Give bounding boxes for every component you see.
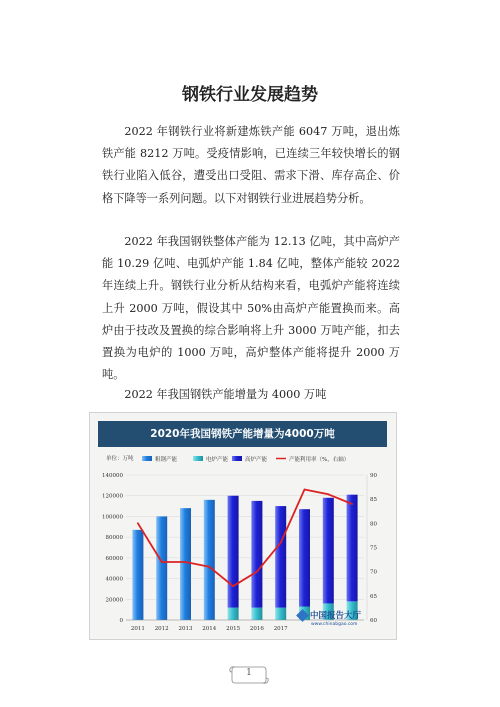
point-utilization-rate <box>232 585 234 587</box>
bar-blast-furnace <box>347 495 358 602</box>
legend-label: 电炉产能 <box>206 457 229 463</box>
x-tick-label: 2016 <box>249 626 264 632</box>
watermark-url: www.chinabgao.com <box>311 622 358 627</box>
bar-electric-furnace <box>228 608 239 620</box>
bar-blast-furnace <box>323 498 334 604</box>
x-tick-label: 2015 <box>226 626 241 632</box>
y-left-tick-label: 0 <box>119 618 123 624</box>
x-tick-label: 2014 <box>202 626 217 632</box>
bar-electric-furnace <box>251 608 262 620</box>
bar-electric-furnace <box>275 608 286 620</box>
paragraph-capacity-structure: 2022 年我国钢铁整体产能为 12.13 亿吨，其中高炉产能 10.29 亿吨、电弧炉产能 1.84 亿吨，整体产能较 2022 年连续上升。钢铁行业分析从结构来看，电弧炉产能将连续上升 2000 万吨，假设其中 50%由高炉产能置换而来。高炉由于技改及置换的综合影响将上升 3000 万吨产能，扣去置换为电炉的 1000 万吨，高炉整体产能将提升 2000 万吨。 <box>102 235 400 382</box>
legend-label: 高炉产能 <box>245 457 268 463</box>
y-right-tick-label: 85 <box>370 497 377 504</box>
y-left-tick-label: 60000 <box>105 555 123 562</box>
point-utilization-rate <box>208 566 210 568</box>
point-utilization-rate <box>185 561 187 563</box>
x-tick-label: 2017 <box>273 626 288 632</box>
point-utilization-rate <box>280 542 282 544</box>
y-right-tick-label: 80 <box>370 521 377 528</box>
y-right-tick-label: 65 <box>370 593 377 600</box>
bar-blast-furnace <box>275 506 286 608</box>
point-utilization-rate <box>351 503 353 505</box>
bar-crude-capacity <box>204 500 215 620</box>
line-utilization-rate <box>138 490 352 587</box>
page-number: 1 <box>246 668 252 678</box>
y-left-tick-label: 80000 <box>105 535 123 542</box>
y-right-tick-label: 90 <box>370 473 377 479</box>
y-left-tick-label: 20000 <box>105 597 123 604</box>
page-title: 钢铁行业发展趋势 <box>182 85 318 105</box>
unit-label: 单位：万吨 <box>106 456 134 462</box>
y-left-tick-label: 100000 <box>102 514 123 521</box>
legend-label: 粗钢产能 <box>155 457 178 463</box>
chart-figure <box>89 412 397 640</box>
point-utilization-rate <box>161 561 163 563</box>
capacity-chart <box>90 413 396 639</box>
y-right-tick-label: 60 <box>370 618 377 624</box>
y-left-tick-label: 40000 <box>105 576 123 583</box>
chart-title: 2020年我国钢铁产能增量为4000万吨 <box>98 421 387 447</box>
bar-crude-capacity <box>132 530 143 620</box>
bar-blast-furnace <box>299 509 310 606</box>
y-right-tick-label: 70 <box>370 569 377 576</box>
legend-swatch <box>232 456 242 461</box>
legend-label: 产能利用率（%，右轴） <box>289 457 350 463</box>
bar-crude-capacity <box>180 508 191 620</box>
y-left-tick-label: 120000 <box>102 493 123 500</box>
legend-swatch <box>142 456 152 461</box>
x-tick-label: 2011 <box>130 626 145 632</box>
legend-swatch <box>193 456 203 461</box>
bar-blast-furnace <box>228 496 239 608</box>
bar-crude-capacity <box>156 516 167 620</box>
y-left-tick-label: 140000 <box>102 473 123 479</box>
point-utilization-rate <box>137 522 139 524</box>
x-tick-label: 2012 <box>154 626 169 632</box>
paragraph-figure-intro: 2022 年我国钢铁产能增量为 4000 万吨 <box>124 388 327 401</box>
point-utilization-rate <box>304 489 306 491</box>
watermark-name: 中国报告大厅 <box>310 611 362 621</box>
paragraph-capacity-change: 2022 年钢铁行业将新建炼铁产能 6047 万吨，退出炼铁产能 8212 万吨。受疫情影响，已连续三年较快增长的钢铁行业陷入低谷，遭受出口受阻、需求下滑、库存高企、价格下降等一系列问题。以下对钢铁行业进展趋势分析。 <box>102 125 400 205</box>
y-right-tick-label: 75 <box>370 545 377 552</box>
point-utilization-rate <box>256 571 258 573</box>
bar-blast-furnace <box>251 501 262 608</box>
point-utilization-rate <box>327 493 329 495</box>
x-tick-label: 2013 <box>178 626 193 632</box>
